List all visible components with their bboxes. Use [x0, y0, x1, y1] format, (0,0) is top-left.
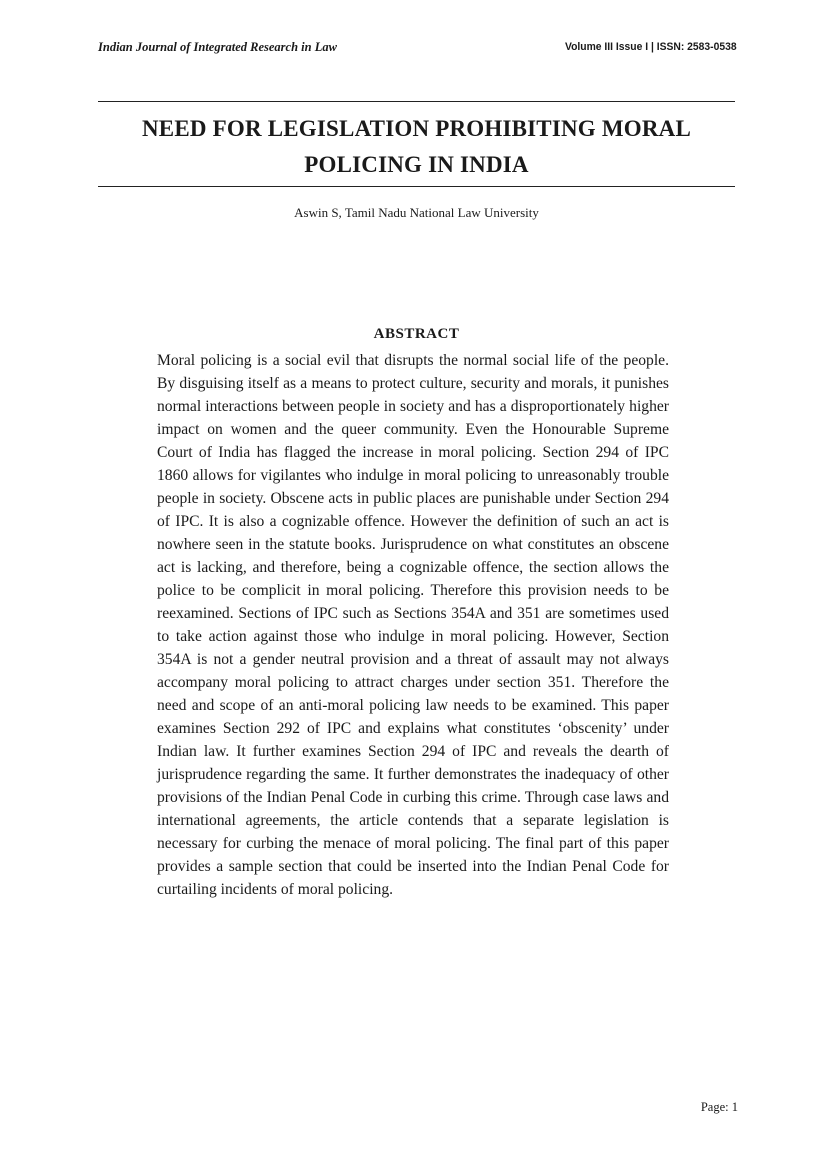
paper-title-line-2: POLICING IN INDIA [304, 152, 529, 177]
abstract-body: Moral policing is a social evil that disrupts the normal social life of the people. By disguising itself as a means to protect culture, security and morals, it punishes normal interactions between people in society and has a disproportionately higher impact on women and the queer community. Even the Honourable Supreme Court of India has flagged the increase in moral policing. Section 294 of IPC 1860 allows for vigilantes who indulge in moral policing to unreasonably trouble people in society. Obscene acts in public places are punishable under Section 294 of IPC. It is also a cognizable offence. However the definition of such an act is nowhere seen in the statute books. Jurisprudence on what constitutes an obscene act is lacking, and therefore, being a cognizable offence, the section allows the police to be complicit in moral policing. Therefore this provision needs to be reexamined. Sections of IPC such as Sections 354A and 351 are sometimes used to take action against those who indulge in moral policing. However, Section 354A is not a gender neutral provision and a threat of assault may not always accompany moral policing to attract charges under section 351. Therefore the need and scope of an anti-moral policing law needs to be examined. This paper examines Section 292 of IPC and explains what constitutes ‘obscenity’ under Indian law. It further examines Section 294 of IPC and reveals the dearth of jurisprudence regarding the same. It further demonstrates the inadequacy of other provisions of the Indian Penal Code in curbing this crime. Through case laws and international agreements, the article contends that a separate legislation is necessary for curbing the menace of moral policing. The final part of this paper provides a sample section that could be inserted into the Indian Penal Code for curtailing incidents of moral policing. [157, 352, 669, 898]
journal-name: Indian Journal of Integrated Research in Law [98, 40, 337, 54]
paper-title [98, 111, 735, 183]
volume-issn: Volume III Issue I | ISSN: 2583-0538 [565, 41, 737, 53]
author-affiliation: Aswin S, Tamil Nadu National Law University [294, 205, 539, 220]
title-top-rule [98, 101, 735, 102]
paper-title-line-1: NEED FOR LEGISLATION PROHIBITING MORAL [141, 116, 692, 141]
abstract-heading: ABSTRACT [373, 326, 460, 342]
page-number: Page: 1 [700, 1100, 738, 1114]
title-bottom-rule [98, 186, 735, 187]
